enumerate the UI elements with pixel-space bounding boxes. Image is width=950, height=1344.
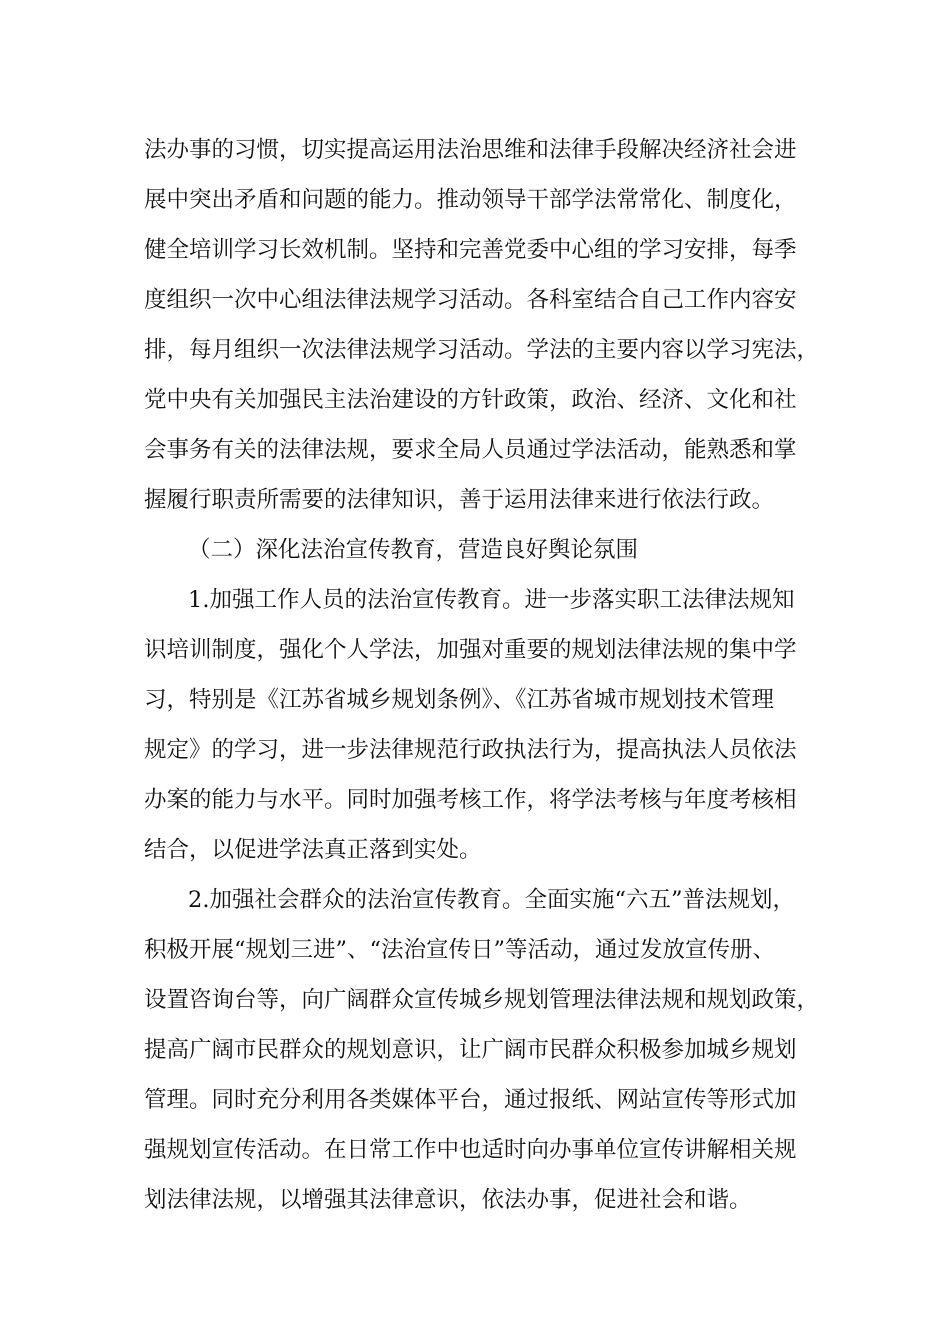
paragraph-line: 办案的能力与水平。同时加强考核工作，将学法考核与年度考核相 — [144, 787, 797, 813]
paragraph-line: 强规划宣传活动。在日常工作中也适时向办事单位宣传讲解相关规 — [144, 1137, 797, 1163]
paragraph-line: 习，特别是《江苏省城乡规划条例》、《江苏省城市规划技术管理 — [144, 687, 775, 713]
paragraph-line: 展中突出矛盾和问题的能力。推动领导干部学法常常化、制度化， — [144, 187, 797, 213]
paragraph-line: 健全培训学习长效机制。坚持和完善党委中心组的学习安排，每季 — [144, 237, 797, 263]
section-heading: （二）深化法治宣传教育，营造良好舆论氛围 — [188, 537, 639, 563]
paragraph-line: 2.加强社会群众的法治宣传教育。全面实施“六五”普法规划， — [188, 887, 795, 913]
paragraph-line: 划法律法规，以增强其法律意识，依法办事，促进社会和谐。 — [144, 1187, 752, 1213]
paragraph-line: 法办事的习惯，切实提高运用法治思维和法律手段解决经济社会进 — [144, 137, 797, 163]
paragraph-line: 提高广阔市民群众的规划意识，让广阔市民群众积极参加城乡规划 — [144, 1037, 797, 1063]
paragraph-line: 会事务有关的法律法规，要求全局人员通过学法活动，能熟悉和掌 — [144, 437, 797, 463]
paragraph-line: 积极开展“规划三进”、“法治宣传日”等活动，通过发放宣传册、 — [144, 937, 776, 963]
paragraph-line: 管理。同时充分利用各类媒体平台，通过报纸、网站宣传等形式加 — [144, 1087, 797, 1113]
paragraph-line: 党中央有关加强民主法治建设的方针政策，政治、经济、文化和社 — [144, 387, 797, 413]
paragraph-line: 规定》的学习，进一步法律规范行政执法行为，提高执法人员依法 — [144, 737, 797, 763]
paragraph-line: 识培训制度，强化个人学法，加强对重要的规划法律法规的集中学 — [144, 637, 797, 663]
paragraph-line: 设置咨询台等，向广阔群众宣传城乡规划管理法律法规和规划政策， — [144, 987, 820, 1013]
paragraph-line: 握履行职责所需要的法律知识，善于运用法律来进行依法行政。 — [144, 487, 775, 513]
paragraph-line: 排，每月组织一次法律法规学习活动。学法的主要内容以学习宪法， — [144, 337, 820, 363]
paragraph-line: 度组织一次中心组法律法规学习活动。各科室结合自己工作内容安 — [144, 287, 797, 313]
paragraph-line: 1.加强工作人员的法治宣传教育。进一步落实职工法律法规知 — [188, 587, 795, 613]
paragraph-line: 结合，以促进学法真正落到实处。 — [144, 837, 482, 863]
